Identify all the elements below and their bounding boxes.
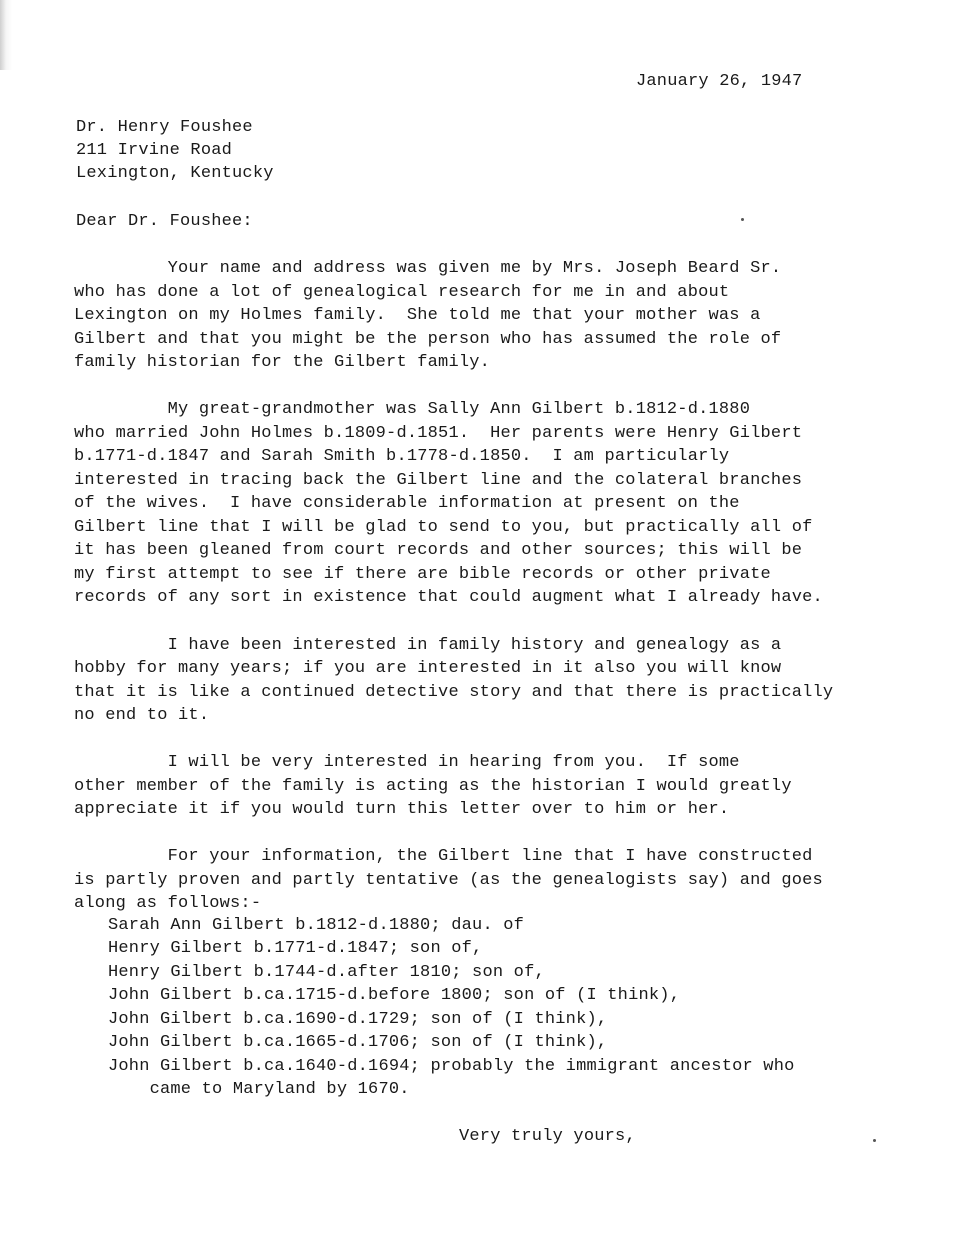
lineage-item: John Gilbert b.ca.1665-d.1706; son of (I think), bbox=[108, 1033, 608, 1052]
scan-edge-shadow bbox=[0, 0, 12, 70]
paragraph-line: that it is like a continued detective story and that there is practically bbox=[74, 683, 834, 702]
paragraph-line: appreciate it if you would turn this letter over to him or her. bbox=[74, 800, 730, 819]
paragraph-line: interested in tracing back the Gilbert line and the colateral branches bbox=[74, 471, 803, 490]
paragraph-line: For your information, the Gilbert line that I have constructed bbox=[74, 847, 813, 866]
paragraph-line: records of any sort in existence that could augment what I already have. bbox=[74, 588, 823, 607]
closing: Very truly yours, bbox=[459, 1127, 636, 1146]
lineage-item: John Gilbert b.ca.1690-d.1729; son of (I think), bbox=[108, 1010, 608, 1029]
paragraph-line: Gilbert and that you might be the person who has assumed the role of bbox=[74, 330, 782, 349]
paragraph-line: of the wives. I have considerable information at present on the bbox=[74, 494, 740, 513]
paragraph-line: along as follows:- bbox=[74, 894, 262, 913]
paragraph-line: my first attempt to see if there are bible records or other private bbox=[74, 565, 771, 584]
paragraph-line: Lexington on my Holmes family. She told me that your mother was a bbox=[74, 306, 761, 325]
paragraph-line: other member of the family is acting as the historian I would greatly bbox=[74, 777, 792, 796]
letter-date: January 26, 1947 bbox=[636, 72, 803, 91]
lineage-item: Sarah Ann Gilbert b.1812-d.1880; dau. of bbox=[108, 916, 525, 935]
lineage-item: John Gilbert b.ca.1715-d.before 1800; son of (I think), bbox=[108, 986, 681, 1005]
paragraph-line: hobby for many years; if you are interested in it also you will know bbox=[74, 659, 782, 678]
lineage-item: John Gilbert b.ca.1640-d.1694; probably the immigrant ancestor who bbox=[108, 1057, 795, 1076]
lineage-item: came to Maryland by 1670. bbox=[108, 1080, 410, 1099]
paragraph-line: Your name and address was given me by Mrs. Joseph Beard Sr. bbox=[74, 259, 782, 278]
scan-speck bbox=[741, 218, 744, 221]
paragraph-line: I will be very interested in hearing from you. If some bbox=[74, 753, 740, 772]
address-line-street: 211 Irvine Road bbox=[76, 141, 233, 160]
address-line-name: Dr. Henry Foushee bbox=[76, 118, 253, 137]
lineage-item: Henry Gilbert b.1744-d.after 1810; son of, bbox=[108, 963, 545, 982]
paragraph-line: no end to it. bbox=[74, 706, 210, 725]
paragraph-line: is partly proven and partly tentative (as the genealogists say) and goes bbox=[74, 871, 823, 890]
paragraph-line: family historian for the Gilbert family. bbox=[74, 353, 491, 372]
paragraph-line: Gilbert line that I will be glad to send to you, but practically all of bbox=[74, 518, 813, 537]
paragraph-line: who married John Holmes b.1809-d.1851. Her parents were Henry Gilbert bbox=[74, 424, 803, 443]
paragraph-line: who has done a lot of genealogical research for me in and about bbox=[74, 283, 730, 302]
paragraph-line: b.1771-d.1847 and Sarah Smith b.1778-d.1850. I am particularly bbox=[74, 447, 730, 466]
paragraph-line: it has been gleaned from court records and other sources; this will be bbox=[74, 541, 803, 560]
scan-speck bbox=[873, 1139, 876, 1142]
salutation: Dear Dr. Foushee: bbox=[76, 212, 253, 231]
paragraph-line: I have been interested in family history and genealogy as a bbox=[74, 636, 782, 655]
lineage-item: Henry Gilbert b.1771-d.1847; son of, bbox=[108, 939, 483, 958]
address-line-city: Lexington, Kentucky bbox=[76, 164, 274, 183]
paragraph-line: My great-grandmother was Sally Ann Gilbert b.1812-d.1880 bbox=[74, 400, 751, 419]
